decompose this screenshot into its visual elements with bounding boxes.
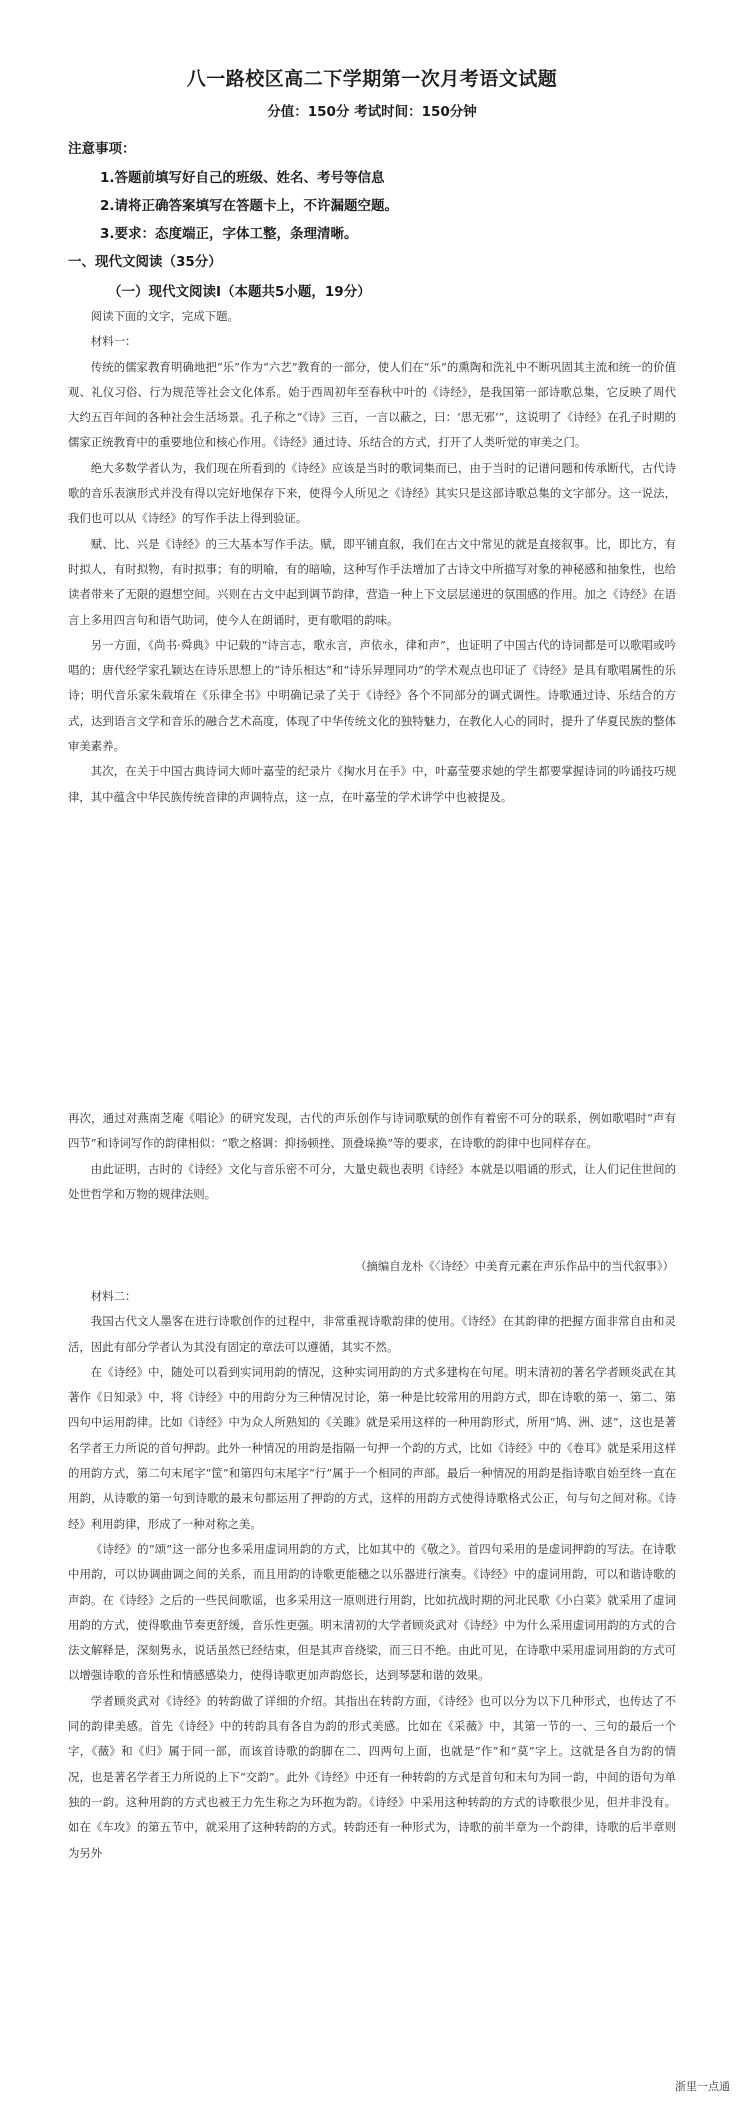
exam-title: 八一路校区高二下学期第一次月考语文试题 [186,68,558,90]
paragraph: 《诗经》的“颂”这一部分也多采用虚词用韵的方式，比如其中的《敬之》。首四句采用的是虚词押韵的写法。在诗歌中用韵，可以协调曲调之间的关系，而且用韵的诗歌更能穗之以乐器进行演奏。《诗经》中的虚词用韵，可以和谐诗歌的声韵。在《诗经》之后的一些民间歌谣，也多采用这一原则进行用韵，比如抗战时期的河北民歌《小白菜》就采用了虚词用韵的方式，使得歌曲节奏更舒缓，音乐性更强。明末清初的大学者顾炎武对《诗经》中为什么采用虚词用韵的方式的合法文解释是，深刻隽永，说话虽然已经结束，但是其声音绕梁，而三日不绝。由此可见，在诗歌中采用虚词用韵的方式可以增强诗歌的音乐性和情感感染力，使得诗歌更加声韵悠长，达到琴瑟和谐的效果。 [68,1541,676,1683]
paragraph: 在《诗经》中，随处可以看到实词用韵的情况，这种实词用韵的方式多建构在句尾。明末清初的著名学者顾炎武在其著作《日知录》中，将《诗经》中的用韵分为三种情况讨论，第一种是比较常用的用韵方式，即在诗歌的第一、第二、第四句中运用韵律。比如《诗经》中为众人所熟知的《关雎》就是采用这样的一种用韵形式，所用“鸠、洲、逑”，这也是著名学者王力所说的首句押韵。此外一种情况的用韵是指隔一句押一个韵的方式，比如《诗经》中的《卷耳》就是采用这样的用韵方式，第二句末尾字“筐”和第四句末尾字“行”属于一个相同的声部。最后一种情况的用韵是指诗歌自始至终一直在用韵，从诗歌的第一句到诗歌的最末句都运用了押韵的方式，这样的用韵方式使得诗歌格式公正，句与句之间对称。《诗经》利用韵律，形成了一种对称之美。 [68,1364,676,1531]
notice-heading: 注意事项： [68,141,136,157]
paragraph: 再次，通过对燕南芝庵《唱论》的研究发现，古代的声乐创作与诗词歌赋的创作有着密不可分的联系，例如歌唱时“声有四节”和诗词写作的韵律相似：“歌之格调：抑扬顿挫、顶叠垛换”等的要求，在诗歌的韵律中也同样存在。 [68,1111,676,1151]
paragraph: 赋、比、兴是《诗经》的三大基本写作手法。赋，即平铺直叙，我们在古文中常见的就是直接叙事。比，即比方，有时拟人，有时拟物，有时拟事；有的明喻，有的暗喻，这种写作手法增加了古诗文中所描写对象的神秘感和抽象性，也给读者带来了无限的遐想空间。兴则在古文中起到调节韵律，营造一种上下文层层递进的氛围感的作用。加之《诗经》在语言上多用四言句和语气助词，使今人在朗诵时，更有歌唱的韵味。 [68,536,676,627]
passage-part-3 [68,1284,676,1866]
watermark-text: 浙里一点通 [675,2080,730,2093]
section-heading: 一、现代文阅读（35分） [68,254,222,270]
exam-meta: 分值：150分 考试时间：150分钟 [267,104,477,120]
paragraph: 由此证明，古时的《诗经》文化与音乐密不可分，大量史载也表明《诗经》本就是以唱诵的形式，让人们记住世间的处世哲学和万物的规律法则。 [68,1161,676,1201]
paragraph: 另一方面，《尚书·舜典》中记载的“诗言志，歌永言，声依永，律和声”，也证明了中国古代的诗词都是可以歌唱或吟唱的；唐代经学家孔颖达在诗乐思想上的“诗乐相达”和“诗乐异理同功”的学术观点也印证了《诗经》是具有歌唱属性的乐诗；明代音乐家朱载堉在《乐律全书》中明确记录了关于《诗经》各个不同部分的调式调性。诗歌通过诗、乐结合的方式，达到语言文学和音乐的融合艺术高度，体现了中华传统文化的独特魅力，在教化人心的同时，提升了华夏民族的整体审美素养。 [68,637,676,754]
paragraph: 绝大多数学者认为，我们现在所看到的《诗经》应该是当时的歌词集而已，由于当时的记谱问题和传承断代，古代诗歌的音乐表演形式并没有得以完好地保存下来，使得今人所见之《诗经》其实只是这部诗歌总集的文字部分。这一说法，我们也可以从《诗经》的写作手法上得到验证。 [68,460,676,526]
paragraph: 学者顾炎武对《诗经》的转韵做了详细的介绍。其指出在转韵方面，《诗经》也可以分为以下几种形式，也传达了不同的韵律美感。首先《诗经》中的转韵具有各自为韵的形式美感。比如在《采薇》中，其第一节的一、三句的最后一个字，《薇》和《归》属于同一部，而该首诗歌的韵脚在二、四两句上面，也就是“作”和“莫”字上。这就是各自为韵的情况，也是著名学者王力所说的上下“交韵”。此外《诗经》中还有一种转韵的方式是首句和末句为同一韵，中间的语句为单独的一韵。这种用韵的方式也被王力先生称之为环抱为韵。《诗经》中采用这种转韵的方式的诗歌很少见，但并非没有。如在《车攻》的第五节中，就采用了这种转韵的方式。转韵还有一种形式为，诗歌的前半章为一个韵律，诗歌的后半章则为另外 [68,1693,676,1860]
passage-part-1 [68,304,676,810]
material-source: （摘编自龙朴《〈诗经〉中美育元素在声乐作品中的当代叙事》） [355,1259,674,1273]
paragraph: 其次，在关于中国古典诗词大师叶嘉莹的纪录片《掬水月在手》中，叶嘉莹要求她的学生都要掌握诗词的吟诵技巧规律，其中蕴含中华民族传统音律的声调特点，这一点，在叶嘉莹的学术讲学中也被提及。 [68,764,676,804]
paragraph: 传统的儒家教育明确地把“乐”作为“六艺”教育的一部分，使人们在“乐”的熏陶和洗礼中不断巩固其主流和统一的价值观、礼仪习俗、行为规范等社会文化体系。始于西周初年至春秋中叶的《诗经》，是我国第一部诗歌总集，它反映了周代大约五百年间的各种社会生活场景。孔子称之“《诗》三百，一言以蔽之，曰：‘思无邪’”，这说明了《诗经》在孔子时期的儒家正统教育中的重要地位和核心作用。《诗经》通过诗、乐结合的方式，打开了人类听觉的审美之门。 [68,359,676,450]
passage-part-2 [68,1106,676,1207]
paragraph: 我国古代文人墨客在进行诗歌创作的过程中，非常重视诗歌韵律的使用。《诗经》在其韵律的把握方面非常自由和灵活，因此有部分学者认为其没有固定的章法可以遵循，其实不然。 [68,1314,676,1354]
notice-item: 3.要求：态度端正，字体工整，条理清晰。 [100,226,358,242]
instruction-text: 阅读下面的文字，完成下题。 [90,309,239,323]
subsection-heading: （一）现代文阅读Ⅰ（本题共5小题，19分） [108,284,371,300]
material-label: 材料一： [90,334,137,349]
material-label: 材料二： [90,1289,137,1303]
notice-item: 1.答题前填写好自己的班级、姓名、考号等信息 [100,170,385,186]
notice-item: 2.请将正确答案填写在答题卡上，不许漏题空题。 [100,198,399,214]
